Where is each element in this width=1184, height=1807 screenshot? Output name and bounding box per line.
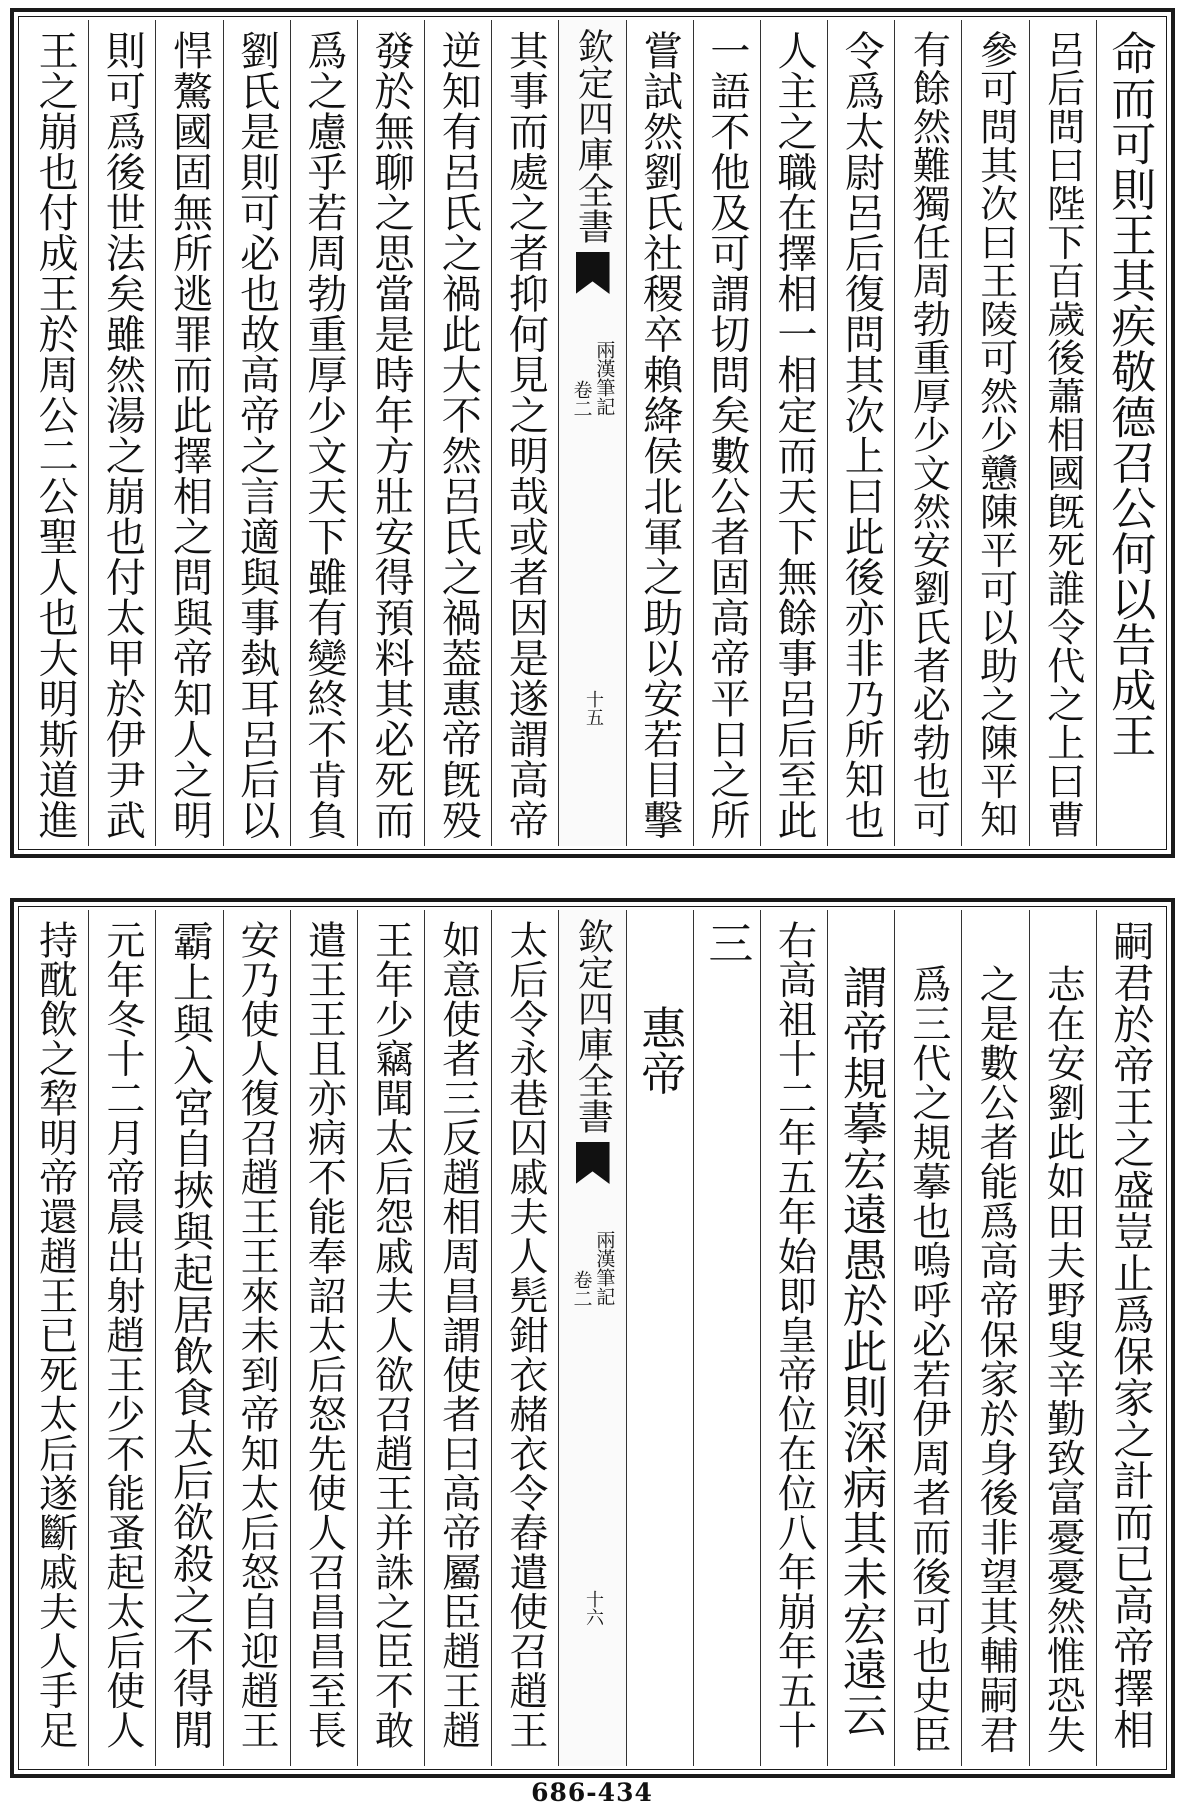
text-column xyxy=(88,20,155,846)
column-text: 謂帝規摹宏遠愚於此則深病其未宏遠云 xyxy=(834,964,888,1738)
column-text: 爲之慮乎若周勃重厚少文天下雖有變終不肯負 xyxy=(300,30,347,840)
column-text: 則可爲後世法矣雖然湯之崩也付太甲於伊尹武 xyxy=(99,30,146,840)
center-subtitle xyxy=(559,1230,625,1308)
text-column xyxy=(626,20,693,846)
column-text: 劉氏是則可必也故高帝之言適與事埶耳呂后以 xyxy=(233,30,280,840)
bottom-page-columns xyxy=(22,910,1163,1766)
column-text: 人主之職在擇相一相定而天下無餘事呂后至此 xyxy=(771,30,818,840)
text-column xyxy=(22,20,88,846)
page-number: 686-434 xyxy=(531,1778,653,1807)
text-column xyxy=(827,20,894,846)
center-book-title: 欽定四庫全書 xyxy=(572,28,614,244)
column-text: 逆知有呂氏之禍此大不然呂氏之禍葢惠帝旣殁 xyxy=(435,30,482,840)
text-column xyxy=(424,910,491,1766)
text-column xyxy=(357,20,424,846)
text-column xyxy=(357,910,424,1766)
center-book-name: 兩漢筆記 xyxy=(593,1230,616,1306)
text-column xyxy=(491,910,558,1766)
column-text: 呂后問曰陛下百歲後蕭相國旣死誰令代之上曰曹 xyxy=(1040,30,1085,839)
column-text: 如意使者三反趙相周昌謂使者曰高帝屬臣趙王趙 xyxy=(435,920,481,1750)
text-column xyxy=(1096,20,1163,846)
text-column xyxy=(827,910,894,1766)
fishtail-mark-icon xyxy=(576,252,610,294)
column-text: 悍驁國固無所逃罪而此擇相之問與帝知人之明 xyxy=(166,30,213,840)
center-subtitle xyxy=(559,340,625,418)
center-book-name: 兩漢筆記 xyxy=(593,340,616,416)
column-text: 遣王王且亦病不能奉詔太后怒先使人召昌昌至長 xyxy=(301,920,347,1750)
column-text: 志在安劉此如田夫野叟辛勤致富憂憂然惟恐失 xyxy=(1040,964,1086,1754)
column-text: 其事而處之者抑何見之明哉或者因是遂謂高帝 xyxy=(502,30,549,840)
text-column xyxy=(760,910,827,1766)
center-volume: 卷二 xyxy=(570,1270,593,1308)
center-book-title: 欽定四庫全書 xyxy=(572,918,614,1134)
text-column xyxy=(1096,910,1163,1766)
column-text: 發於無聊之思當是時年方壯安得預料其必死而 xyxy=(368,30,415,840)
text-column xyxy=(22,910,88,1766)
section-heading: 惠帝 xyxy=(633,1005,687,1096)
text-column xyxy=(155,20,222,846)
column-text: 令爲太尉呂后復問其次上曰此後亦非乃所知也 xyxy=(838,30,885,840)
column-text: 有餘然難獨任周勃重厚少文然安劉氏者必勃也可 xyxy=(906,30,951,839)
text-column xyxy=(961,20,1028,846)
column-text: 持酖飲之犂明帝還趙王已死太后遂斷戚夫人手足 xyxy=(32,920,78,1750)
text-column xyxy=(424,20,491,846)
fishtail-mark-icon xyxy=(576,1142,610,1184)
bottom-page-frame xyxy=(10,898,1175,1778)
center-fold-column xyxy=(558,20,625,846)
column-text: 一語不他及可謂切問矣數公者固高帝平日之所 xyxy=(703,30,750,840)
column-text: 三 xyxy=(700,920,754,966)
text-column xyxy=(961,910,1028,1766)
column-text: 安乃使人復召趙王王來未到帝知太后怒自迎趙王 xyxy=(234,920,280,1750)
text-column xyxy=(155,910,222,1766)
center-leaf-number: 十六 xyxy=(582,1590,604,1626)
top-page-frame xyxy=(10,8,1175,858)
top-page-columns xyxy=(22,20,1163,846)
center-volume: 卷二 xyxy=(570,380,593,418)
column-text: 之是數公者能爲高帝保家於身後非望其輔嗣君 xyxy=(973,964,1019,1754)
column-text: 嘗試然劉氏社稷卒賴絳侯北軍之助以安若目擊 xyxy=(636,30,683,840)
center-fold-column xyxy=(558,910,625,1766)
column-text: 元年冬十二月帝晨出射趙王少不能蚤起太后使人 xyxy=(99,920,145,1750)
text-column xyxy=(760,20,827,846)
column-text: 爲三代之規摹也嗚呼必若伊周者而後可也史臣 xyxy=(905,964,951,1754)
text-column xyxy=(491,20,558,846)
text-column xyxy=(1029,20,1096,846)
column-text: 參可問其次曰王陵可然少戇陳平可以助之陳平知 xyxy=(973,30,1018,839)
text-column xyxy=(693,910,760,1766)
text-column xyxy=(88,910,155,1766)
column-text: 霸上與入宮自挾與起居飲食太后欲殺之不得閒 xyxy=(166,920,214,1750)
center-leaf-number: 十五 xyxy=(582,690,604,726)
text-column xyxy=(894,910,961,1766)
text-column xyxy=(290,20,357,846)
section-heading-column xyxy=(626,910,693,1766)
column-text: 右高祖十二年五年始即皇帝位在位八年崩年五十 xyxy=(771,920,817,1750)
column-text: 命而可則王其疾敬德召公何以告成王 xyxy=(1103,30,1157,758)
text-column xyxy=(223,910,290,1766)
column-text: 王年少竊聞太后怨戚夫人欲召趙王并誅之臣不敢 xyxy=(368,920,414,1750)
text-column xyxy=(894,20,961,846)
text-column xyxy=(1029,910,1096,1766)
column-text: 太后令永巷囚戚夫人髡鉗衣赭衣令舂遣使召趙王 xyxy=(502,920,548,1750)
column-text: 王之崩也付成王於周公二公聖人也大明斯道進 xyxy=(32,30,79,840)
column-text: 嗣君於帝王之盛豈止爲保家之計而已高帝擇相 xyxy=(1106,920,1155,1750)
text-column xyxy=(290,910,357,1766)
text-column xyxy=(223,20,290,846)
text-column xyxy=(693,20,760,846)
